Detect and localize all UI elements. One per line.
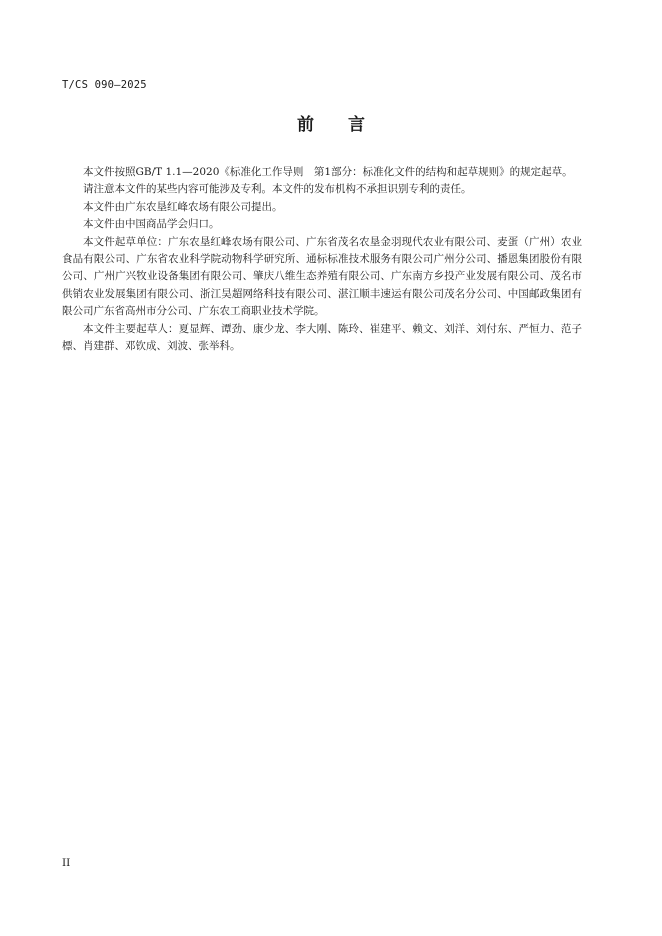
- standard-code: T/CS 090—2025: [62, 79, 147, 91]
- page-title: 前言: [297, 115, 399, 135]
- page-number: II: [62, 857, 71, 869]
- paragraph-drafting-organizations: 本文件起草单位：广东农垦红峰农场有限公司、广东省茂名农垦金羽现代农业有限公司、麦蛋（广州）农业食品有限公司、广东省农业科学院动物科学研究所、通标标准技术服务有限公司广州分公司、播恩集团股份有限公司、广州广兴牧业设备集团有限公司、肇庆八维生态养殖有限公司、广东南方乡投产业发展有限公司、茂名市供销农业发展集团有限公司、浙江昊超网络科技有限公司、湛江顺丰速运有限公司茂名分公司、中国邮政集团有限公司广东省高州市分公司、广东农工商职业技术学院。: [62, 235, 582, 318]
- paragraph-centralized-unit: 本文件由中国商品学会归口。: [83, 218, 220, 231]
- paragraph-main-drafters: 本文件主要起草人：夏显辉、谭劲、康少龙、李大刚、陈玲、崔建平、赖文、刘洋、刘付东、严恒力、范子標、肖建群、邓钦成、刘波、张举科。: [62, 322, 582, 353]
- paragraph-drafting-rules: 本文件按照GB/T 1.1—2020《标准化工作导则 第1部分：标准化文件的结构和起草规则》的规定起草。: [83, 166, 573, 178]
- foreword-body: [62, 164, 582, 355]
- paragraph-patent-notice: 请注意本文件的某些内容可能涉及专利。本文件的发布机构不承担识别专利的责任。: [83, 183, 472, 196]
- paragraph-proposer: 本文件由广东农垦红峰农场有限公司提出。: [83, 200, 283, 213]
